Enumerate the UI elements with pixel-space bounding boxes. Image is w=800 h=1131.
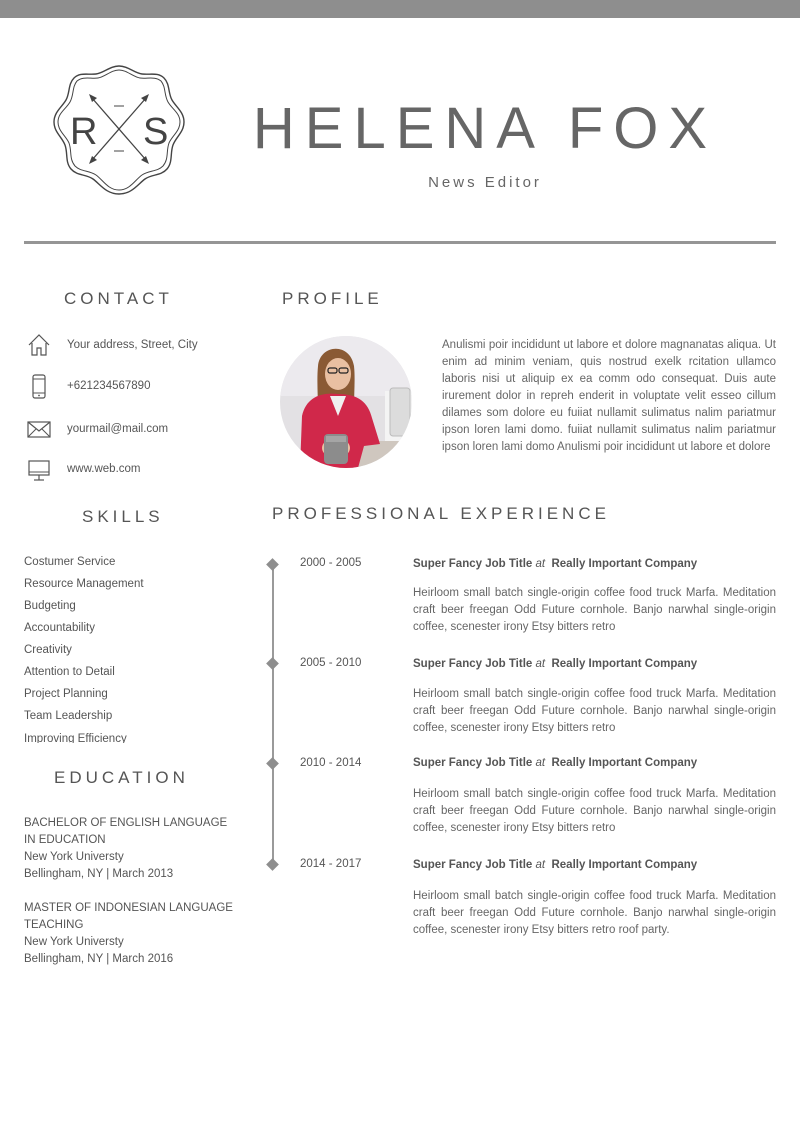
skills-list [0,550,260,743]
experience-description: Heirloom small batch single-origin coffee food truck Marfa. Meditation craft beer freegan Odd Future cornhole. Banjo narwhal single-origin coffee, scenester irony Etsy bitters retro [413,688,776,734]
skill-item: Attention to Detail [24,666,115,678]
education-entry [24,900,234,968]
website-text: www.web.com [67,463,141,475]
skill-item: Improving Efficiency [24,733,127,743]
timeline-marker [266,858,279,871]
contact-phone [24,373,244,401]
education-location: Bellingham, NY | March 2013 [24,868,174,880]
profile-photo [280,336,412,468]
monogram-right-letter: S [143,111,169,153]
job-company: Really Important Company [551,757,698,769]
skill-item: Team Leadership [24,710,113,722]
phone-text: +621234567890 [67,380,151,392]
experience-job-line [413,558,776,570]
timeline-line [272,564,274,866]
phone-icon [24,373,54,401]
experience-job-line [413,859,776,871]
job-at: at [535,757,546,769]
skills-heading: SKILLS [82,507,164,526]
contact-email [24,416,244,444]
email-text: yourmail@mail.com [67,423,169,435]
profile-text: Anulismi poir incididunt ut labore et dolore magnanatas aliqua. Ut enim ad minim veniam, quis nostrud exelk rcitation ullamco laboris nisi ut aliquip ex ea comm odo consequat. Duis aute irurement dolor in repreh enderit in voluptate velit esseo cillum dilames som dolore eu fuiiat nullamit sulimatus nalim pariatmur ipson loren lami domo. fuiiat nullamit sulimatus nalim pariatmur ipson loren lami domo Anulismi poir incididunt ut labore et dolore [442,339,776,453]
contact-heading: CONTACT [64,289,173,308]
experience-years: 2000 - 2005 [300,557,362,569]
job-at: at [535,658,546,670]
skill-item: Project Planning [24,688,108,700]
education-degree: MASTER OF INDONESIAN LANGUAGE TEACHING [24,902,233,931]
job-company: Really Important Company [551,558,698,570]
skill-item: Costumer Service [24,556,116,568]
header-divider [24,241,776,244]
top-bar [0,0,800,18]
education-school: New York Universty [24,851,124,863]
education-degree: BACHELOR OF ENGLISH LANGUAGE IN EDUCATION [24,817,228,846]
job-title: Super Fancy Job Title [413,658,533,670]
timeline-marker [266,657,279,670]
education-heading: EDUCATION [54,768,189,787]
education-entry [24,815,234,883]
experience-description: Heirloom small batch single-origin coffee food truck Marfa. Meditation craft beer freegan Odd Future cornhole. Banjo narwhal single-origin coffee, scenester irony Etsy bitters retro [413,788,776,834]
monitor-icon [24,456,54,484]
home-icon [24,332,54,360]
skill-item: Budgeting [24,600,76,612]
job-title: Super Fancy Job Title [413,859,533,871]
job-company: Really Important Company [551,859,698,871]
job-title: Super Fancy Job Title [413,757,533,769]
candidate-name: HELENA FOX [252,96,718,161]
experience-job-line [413,658,776,670]
education-location: Bellingham, NY | March 2016 [24,953,174,965]
job-title: Super Fancy Job Title [413,558,533,570]
experience-heading: PROFESSIONAL EXPERIENCE [272,504,610,523]
profile-heading: PROFILE [282,289,383,308]
monogram-left-letter: R [70,111,98,153]
experience-years: 2014 - 2017 [300,858,362,870]
skill-item: Creativity [24,644,72,656]
skill-item: Accountability [24,622,95,634]
timeline-marker [266,558,279,571]
experience-description: Heirloom small batch single-origin coffee food truck Marfa. Meditation craft beer freegan Odd Future cornhole. Banjo narwhal single-origin coffee, scenester irony Etsy bitters retro roof party. [413,890,776,936]
experience-years: 2005 - 2010 [300,657,362,669]
education-school: New York Universty [24,936,124,948]
job-at: at [535,558,546,570]
job-company: Really Important Company [551,658,698,670]
contact-website [24,456,244,484]
experience-description: Heirloom small batch single-origin coffee food truck Marfa. Meditation craft beer freegan Odd Future cornhole. Banjo narwhal single-origin coffee, scenester irony Etsy bitters retro [413,587,776,633]
timeline-marker [266,757,279,770]
contact-address [24,332,244,360]
candidate-title: News Editor [428,174,542,191]
experience-years: 2010 - 2014 [300,757,362,769]
experience-job-line [413,757,776,769]
monogram-logo [48,62,190,198]
skill-item: Resource Management [24,578,144,590]
mail-icon [24,416,54,444]
address-text: Your address, Street, City [67,339,198,351]
job-at: at [535,859,546,871]
